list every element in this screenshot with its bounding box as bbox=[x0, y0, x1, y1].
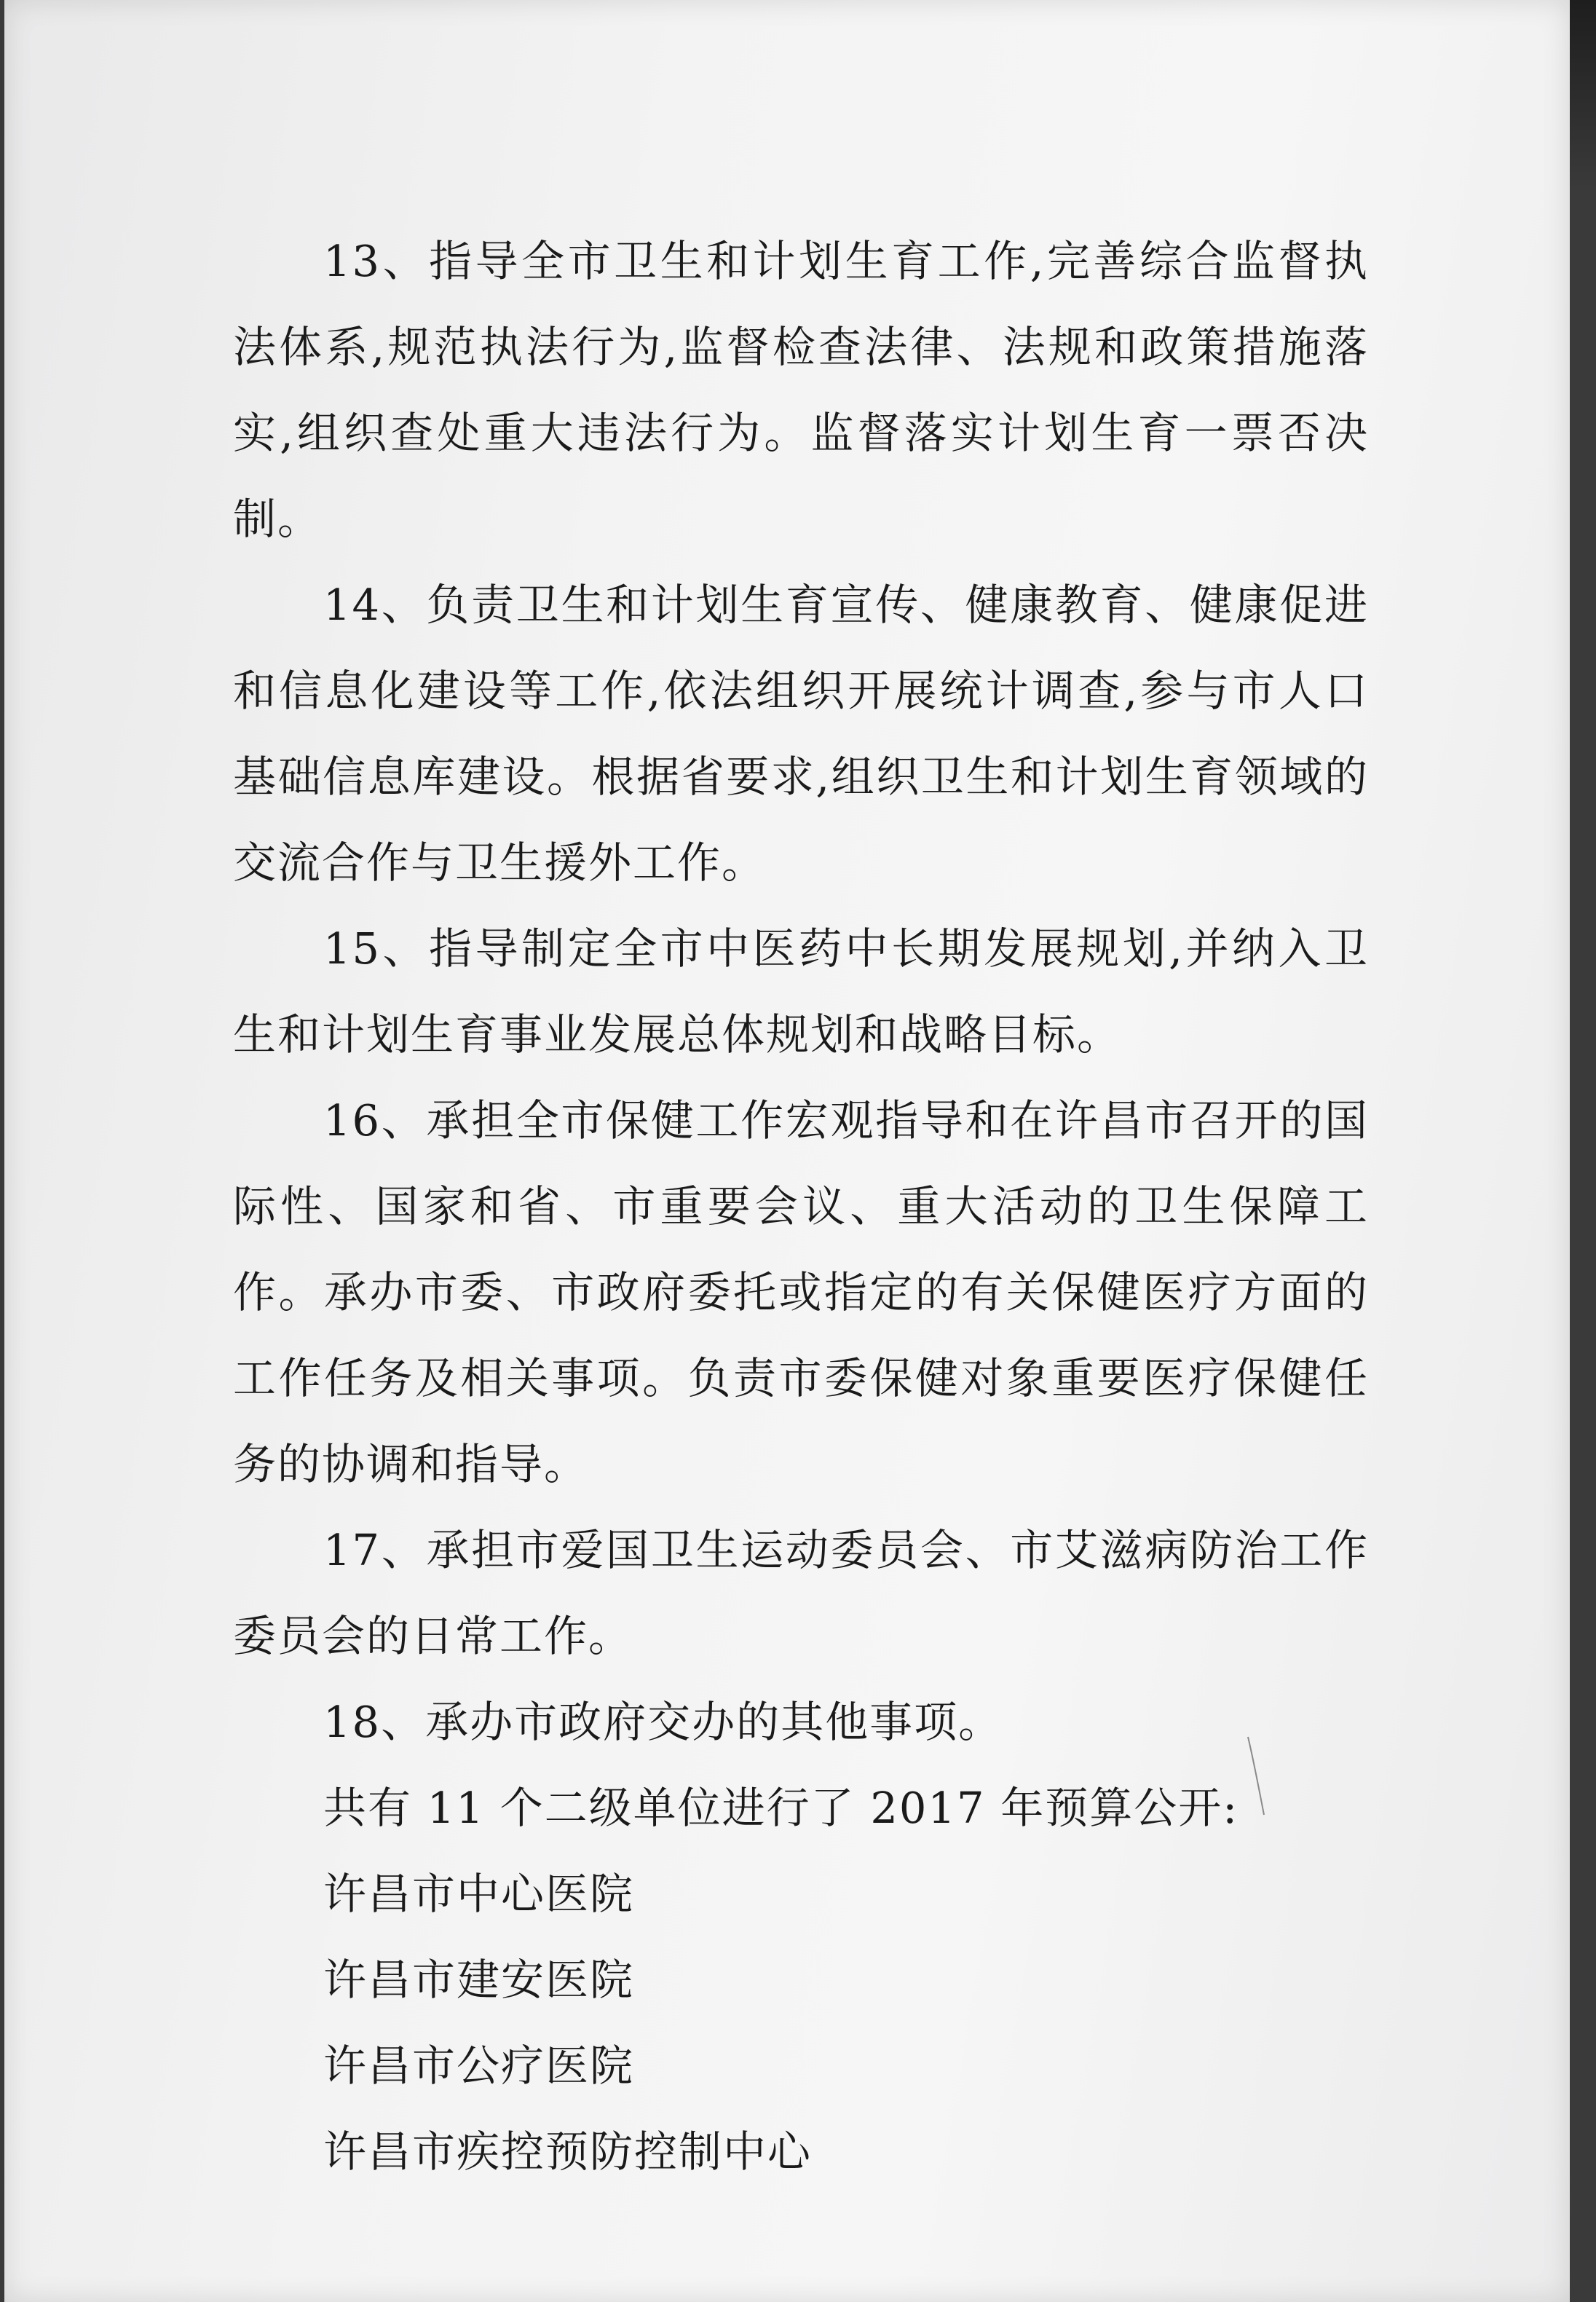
paragraph-17: 17、承担市爱国卫生运动委员会、市艾滋病防治工作委员会的日常工作。 bbox=[233, 1525, 1369, 1661]
paragraph-18: 18、承办市政府交办的其他事项。 bbox=[323, 1697, 1003, 1747]
summary-line: 共有 11 个二级单位进行了 2017 年预算公开: bbox=[323, 1783, 1239, 1833]
unit-item: 许昌市中心医院 bbox=[323, 1869, 635, 1919]
paragraph-13: 13、指导全市卫生和计划生育工作,完善综合监督执法体系,规范执法行为,监督检查法律、法规和政策措施落实,组织查处重大违法行为。监督落实计划生育一票否决制。 bbox=[233, 236, 1369, 544]
paragraph-15: 15、指导制定全市中医药中长期发展规划,并纳入卫生和计划生育事业发展总体规划和战略目标。 bbox=[233, 923, 1369, 1060]
unit-item: 许昌市建安医院 bbox=[323, 1955, 635, 2005]
unit-item: 许昌市公疗医院 bbox=[323, 2041, 635, 2091]
paragraph-16: 16、承担全市保健工作宏观指导和在许昌市召开的国际性、国家和省、市重要会议、重大活动的卫生保障工作。承办市委、市政府委托或指定的有关保健医疗方面的工作任务及相关事项。负责市委保健对象重要医疗保健任务的协调和指导。 bbox=[233, 1095, 1369, 1489]
paragraph-14: 14、负责卫生和计划生育宣传、健康教育、健康促进和信息化建设等工作,依法组织开展统计调查,参与市人口基础信息库建设。根据省要求,组织卫生和计划生育领域的交流合作与卫生援外工作。 bbox=[233, 580, 1369, 888]
document-body bbox=[233, 218, 1369, 2195]
unit-item: 许昌市疾控预防控制中心 bbox=[323, 2126, 813, 2177]
